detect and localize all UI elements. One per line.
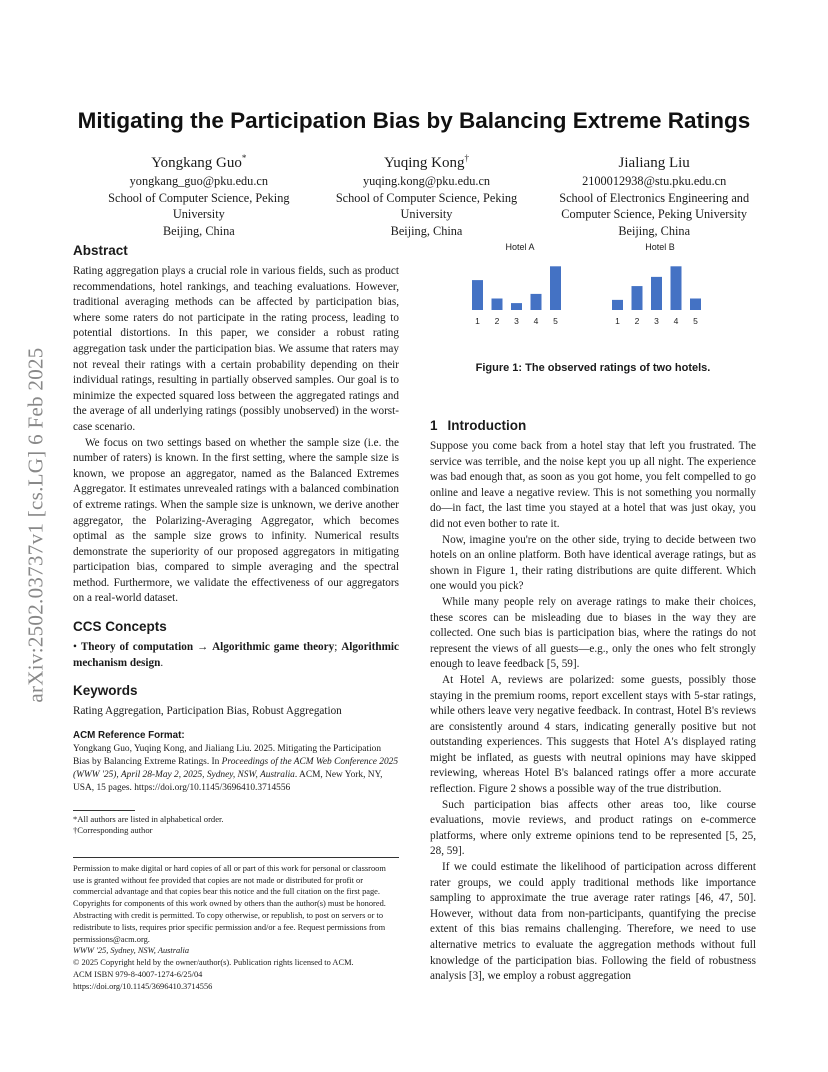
tick-label-2: 2 [634,316,640,326]
footnote-2: †Corresponding author [73,825,153,836]
abstract-heading: Abstract [73,243,128,258]
copyright-line: © 2025 Copyright held by the owner/author(s). Publication rights licensed to ACM. [73,958,354,968]
author-affiliation: School of Computer Science, Peking [108,190,290,205]
chart-hotel-b [600,238,720,324]
footnote-1: *All authors are listed in alphabetical order. [73,813,224,824]
figure-1 [430,238,756,378]
abstract-paragraph-2: We focus on two settings based on whether the sample size (i.e. the number of raters) is known. In the first setting, where the sample size is known, we propose an aggregator, named as the Balanced Extremes Aggregator. It estimates unrevealed ratings with a balanced combination of extreme ratings. When the sample size is unknown, we derive another aggregator, the Polarizing-Averaging Aggregator, which becomes optimal as the sample size grows to infinity. Numerical results demonstrate the superiority of our proposed aggregators in mitigating participation bias, compared to simple averaging and the spectral method. Furthermore, we validate the effectiveness of our aggregators on a real-world dataset. [73,436,399,605]
intro-paragraph-1: Suppose you come back from a hotel stay that left you frustrated. The service was terrible, and the noise kept you up all night. The experience was bad enough that, as soon as you got home, you felt compelled to go online and leave a negative review. This is not something you normally do—in fact, the last time you stayed at a hotel that was just okay, you did not even bother to rate it. [430,440,756,530]
keywords-text: Rating Aggregation, Participation Bias, Robust Aggregation [73,705,342,718]
author-affiliation: School of Electronics Engineering and [559,190,750,205]
chart-title: Hotel A [505,242,535,252]
tick-label-4: 4 [673,316,679,326]
tick-label-3: 3 [654,316,659,326]
bar-1 [612,300,623,310]
author-location: Beijing, China [618,223,691,238]
intro-paragraph-3: While many people rely on average ratings to make their choices, these scores can be misleading due to biases in the way they are collected. One such bias is participation bias, where the ratings do not represent the views of all guests—e.g., only the ones who felt strongly enough to leave feedback [5, 59]. [430,595,756,671]
tick-label-3: 3 [514,316,519,326]
intro-paragraph-5: Such participation bias affects other areas too, like course evaluations, movie reviews, and product ratings on e-commerce platforms, where only extreme opinions tend to be represented [5, 25, 28, 59]. [430,798,756,858]
right-column [430,418,756,985]
tick-label-5: 5 [553,316,558,326]
bar-3 [511,303,522,310]
author-2 [313,148,541,239]
chart-hotel-a [460,238,580,324]
chart-title: Hotel B [645,242,675,252]
figure-caption: Figure 1: The observed ratings of two hotels. [475,362,711,374]
chart-hotel-b-plot [600,254,720,334]
bar-2 [632,286,643,310]
ccs-concepts: • Theory of computation → Algorithmic game theory; Algorithmic mechanism design. [73,641,400,669]
tick-label-1: 1 [475,316,480,326]
author-1 [85,148,313,239]
author-affiliation-2: Computer Science, Peking University [561,207,748,221]
author-email: yuqing.kong@pku.edu.cn [362,174,491,188]
introduction-heading: 1 Introduction [430,418,527,433]
author-mark: † [464,153,469,163]
isbn-line: ACM ISBN 979-8-4007-1274-6/25/04 [73,970,203,980]
doi-line: https://doi.org/10.1145/3696410.3714556 [73,981,213,991]
bar-1 [472,280,483,310]
tick-label-1: 1 [615,316,620,326]
paper-title: Mitigating the Participation Bias by Balancing Extreme Ratings [77,108,751,133]
tick-label-2: 2 [494,316,500,326]
author-mark: * [241,153,247,163]
permission-divider [73,857,399,858]
author-name: Jialiang Liu [618,155,690,171]
tick-label-5: 5 [693,316,698,326]
bar-3 [651,277,662,310]
author-3 [540,148,768,239]
footnotes [73,814,399,837]
abstract-paragraph-1: Rating aggregation plays a crucial role in various fields, such as product recommendations, hotel rankings, and teaching evaluations. However, traditional averaging methods can be affected by participation bias, where some raters do not participate in the rating process, leading to potential distortions. In this paper, we consider a robust rating aggregation task under the participation bias. We assume that raters may not reveal their ratings with a certain probability depending on their individual ratings, resulting in partially observed samples. Our goal is to minimize the expected squared loss between the aggregated ratings and the average of all underlying ratings (possibly unobserved) in the worst-case scenario. [73,265,399,433]
author-location: Beijing, China [162,223,235,238]
bar-5 [690,299,701,311]
intro-paragraph-2: Now, imagine you're on the other side, trying to decide between two hotels on an online platform. Both have identical average ratings, but as shown in Figure 1, their rating distributions are quite different. Which one would you pick? [430,533,756,593]
bar-4 [531,294,542,310]
footnote-divider [73,810,135,811]
keywords-heading: Keywords [73,683,138,699]
bar-4 [671,266,682,310]
author-affiliation: School of Computer Science, Peking [335,190,518,205]
author-block [85,148,768,239]
acm-reference-heading: ACM Reference Format: [73,729,185,741]
ccs-heading: CCS Concepts [73,619,167,635]
author-name: Yuqing Kong [384,155,465,171]
permission-block [73,863,399,993]
intro-paragraph-4: At Hotel A, reviews are polarized: some guests, possibly those staying in the premium rooms, report excellent stays with 5-star ratings, while others leave very negative feedback. In contrast, Hotel B's reviews are consistently around 4 stars, indicating generally positive but not outstanding experiences. This suggests that Hotel A's displayed rating might be inflated, as guests with neutral opinions may have skipped reviewing, whereas Hotel B's balanced ratings offer a more accurate reflection. Figure 2 shows a possible way of the true distribution. [430,673,756,796]
conference-line: WWW '25, Sydney, NSW, Australia [73,946,190,956]
bar-2 [492,299,503,311]
author-email: yongkang_guo@pku.edu.cn [129,174,269,188]
author-name: Yongkang Guo [151,155,242,171]
intro-paragraph-6: If we could estimate the likelihood of participation across different rater groups, we could apply traditional methods like importance sampling to approximate the true average rater ratings [46, 47, 50]. However, without data from non-participants, quantifying the precise extent of this bias remains challenging. Therefore, we need to use alternative metrics to evaluate the aggregation methods without full knowledge of the participation bias. Following the field of robustness analysis [3], we employ a robust aggregation [430,861,756,983]
acm-reference-text: Yongkang Guo, Yuqing Kong, and Jialiang Liu. 2025. Mitigating the Participation Bias by Balancing Extreme Ratings. In Proceedings of the ACM Web Conference 2025 (WWW '25), April 28-May 2, 2025, Sydney, NSW, Australia. ACM, New York, NY, USA, 15 pages. https://doi.org/10.1145/3696410.3714556 [73,743,399,794]
permission-text: Permission to make digital or hard copies of all or part of this work for personal or classroom use is granted without fee provided that copies are not made or distributed for profit or commercial advantage and that copies bear this notice and the full citation on the first page. Copyrights for components of this work owned by others than the author(s) must be honored. Abstracting with credit is permitted. To copy otherwise, or republish, to post on servers or to redistribute to lists, requires prior specific permission and/or a fee. Request permissions from permissions@acm.org. [73,863,386,944]
author-affiliation-2: University [172,207,225,221]
chart-hotel-a-plot [460,254,580,334]
left-column [73,243,399,993]
author-email: 2100012938@stu.pku.edu.cn [582,174,727,188]
arxiv-stamp: arXiv:2502.03737v1 [cs.LG] 6 Feb 2025 [23,347,48,703]
tick-label-4: 4 [533,316,539,326]
author-location: Beijing, China [390,223,463,238]
bar-5 [550,266,561,310]
author-affiliation-2: University [400,207,453,221]
